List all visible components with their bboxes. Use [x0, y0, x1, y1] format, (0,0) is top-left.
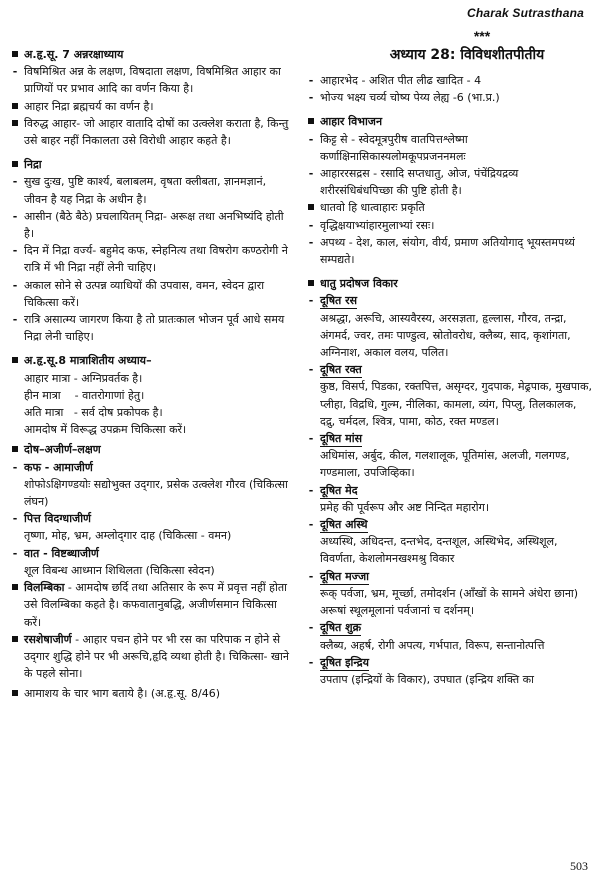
matra-line: आहार मात्रा - अग्निप्रवर्तक है। [24, 371, 143, 385]
dash-icon: - [308, 363, 314, 377]
dash-icon: - [308, 569, 314, 583]
bullet-square-icon [8, 46, 22, 63]
bullet-square-icon [8, 352, 22, 369]
chapter-title: अध्याय 28: विविधशीतपीतीय [389, 47, 545, 63]
bullet-square-icon [8, 579, 22, 596]
dash-icon: - [12, 209, 18, 223]
page-number: 503 [570, 859, 588, 873]
dash-icon: - [308, 294, 314, 308]
list-item: - अकाल सोने से उत्पन्न व्याधियों की उपवास, वमन, स्वेदन द्वारा चिकित्सा करें। [6, 277, 290, 311]
ajirna-text: शोफोऽक्षिगण्डयोः सद्योभुक्त उद्‌गार, प्रसेक उत्क्लेश गौरव (चिकित्सा लंघन) [24, 477, 288, 509]
dash-icon: - [308, 132, 314, 146]
bullet-square-icon [304, 199, 318, 216]
ajirna-type-vata: - वात - विष्टब्धाजीर्ण [6, 545, 290, 562]
dushita-mamsa: - दूषित मांस [302, 430, 592, 447]
matra-line: आमदोष में विरूद्ध उपक्रम चिकित्सा करें। [24, 423, 187, 437]
ajirna-text: तृष्णा, मोह, भ्रम, अम्लोद्‌गार दाह (चिकित्सा - वमन) [24, 529, 232, 543]
bullet-square-icon [8, 115, 22, 132]
matra-line: हीन मात्रा - वातरोगाणां हेतु। [24, 388, 145, 402]
dash-icon: - [308, 218, 314, 232]
section-heading-annaraksha: अ.हृ.सू. 7 अन्नरक्षाध्याय [6, 46, 290, 63]
list-item: - किट्ट से - स्वेदमूत्रपुरीष वातपित्तश्लेष्मा कर्णाक्षिनासिकास्यलोमकूपप्रजननमलः [302, 131, 592, 165]
ajirna-type-kapha: - कफ - आमाजीर्ण [6, 459, 290, 476]
list-item: - वृद्धिक्षयाभ्यांहारमुलाभ्यां रसः। [302, 217, 592, 234]
bullet-square-icon [304, 275, 318, 292]
dushita-asthi: - दूषित अस्थि [302, 516, 592, 533]
dushita-rasa: - दूषित रस [302, 292, 592, 309]
section-heading-nidra: निद्रा [6, 156, 290, 173]
matra-line: अति मात्रा - सर्व दोष प्रकोपक है। [24, 406, 163, 420]
bullet-square-icon [8, 441, 22, 458]
dash-icon: - [12, 460, 18, 474]
list-item: - आसीन (बैठे बैठे) प्रचलायितम् निद्रा- अरूक्ष तथा अनभिष्यंदि होती है। [6, 208, 290, 242]
dash-icon: - [12, 65, 18, 79]
dushita-text: अधिमांस, अर्बुद, कील, गलशालूक, पूतिमांस, अलजी, गलगण्ड, गण्डमाला, उपजिव्हिका। [320, 449, 570, 480]
bullet-square-icon [304, 113, 318, 130]
ajirna-text: शूल विबन्ध आध्मान शिथिलता (चिकित्सा स्वेदन) [24, 563, 215, 577]
bullet-square-icon [8, 98, 22, 115]
dash-icon: - [308, 432, 314, 446]
list-item: - आहाररसद्रस - रसादि सप्तधातु, ओज, पंचेंद्रियद्रव्य शरीरसंधिबंधपिच्छा की पुष्टि होती है। [302, 165, 592, 199]
dash-icon: - [308, 655, 314, 669]
list-item: धातवो हि धात्वाहारः प्रकृति [302, 199, 592, 216]
dushita-majja: - दूषित मज्जा [302, 568, 592, 585]
dash-icon: - [308, 621, 314, 635]
list-item: - भोज्य भक्ष्य चर्व्य चोष्य पेय्य लेह्य -6 (भा.प्र.) [302, 89, 592, 106]
dash-icon: - [308, 74, 314, 87]
dash-icon: - [12, 313, 18, 327]
dushita-shukra: - दूषित शुक्र [302, 619, 592, 636]
section-divider-stars: *** [473, 28, 491, 44]
list-item: - विषमिश्रित अन्न के लक्षण, विषदाता लक्षण, विषमिश्रित आहार का प्राणियों पर प्रभाव आदि का वर्णन किया है। [6, 63, 290, 97]
bullet-square-icon [8, 631, 22, 648]
section-heading-dhatu-vikar: धातु प्रदोषज विकार [302, 275, 592, 292]
dash-icon: - [12, 175, 18, 189]
bullet-square-icon [8, 156, 22, 173]
right-column [302, 46, 592, 688]
section-heading-ahar-vibhajan: आहार विभाजन [302, 113, 592, 130]
dushita-text: कुष्ठ, विसर्प, पिडका, रक्तपित्त, असृग्दर, गुदपाक, मेढ्रपाक, मुखपाक, प्लीहा, विद्रधि, गुल्म, नीलिका, कामला, व्यंग, पिप्लु, तिलकालक, दद्रु, चर्मदल, श्वित्र, पामा, कोठ, रक्त मण्डल। [320, 380, 592, 428]
left-column [6, 46, 290, 703]
ajirna-type-rasashesha: रसशेषाजीर्ण - आहार पचन होने पर भी रस का परिपाक न होने से उद्‌गार शुद्धि होने पर भी अरूचि,हृदि व्यथा होती है। चिकित्सा- खाने के पहले सोना। [6, 631, 290, 683]
list-item: आहार निद्रा ब्रह्मचर्य का वर्णन है। [6, 98, 290, 115]
dash-icon: - [12, 278, 18, 292]
list-item: - दिन में निद्रा वर्ज्य- बहुमेद कफ, स्नेहनित्य तथा विषरोग कण्ठरोगी ने रात्रि में भी निद्रा नहीं लेनी चाहिए। [6, 242, 290, 276]
dushita-text: प्रमेह की पूर्वरूप और अष्ट निन्दित महारोग। [320, 500, 489, 514]
list-item: - सुख दुःख, पुष्टि कार्श्य, बलाबलम, वृषता क्लीबता, ज्ञानमज्ञानं, जीवन है यह निद्रा के अधीन है। [6, 173, 290, 207]
section-heading-matrashitiya: अ.हृ.सू.8 मात्राशितीय अध्याय– [6, 352, 290, 369]
section-heading-ajirna: दोष–अजीर्ण–लक्षण [6, 441, 290, 458]
list-item: - अपथ्य - देश, काल, संयोग, वीर्य, प्रमाण अतियोगाद् भूयस्तमपथ्यं सम्पद्यते। [302, 234, 592, 268]
running-header-title: Charak Sutrasthana [467, 6, 584, 20]
dash-icon: - [308, 91, 314, 105]
dushita-indriya: - दूषित इन्द्रिय [302, 654, 592, 671]
ajirna-type-pitta: - पित्त विदग्धाजीर्ण [6, 510, 290, 527]
dushita-text: क्लैब्य, अहर्ष, रोगी अपत्य, गर्भपात, विरूप, सन्तानोत्पत्ति [320, 638, 545, 652]
list-item: विरुद्ध आहार- जो आहार वातादि दोषों का उत्क्लेश कराता है, किन्तु उसे बाहर नहीं निकालता उसे विरोधी आहार कहते है। [6, 115, 290, 149]
dash-icon: - [12, 512, 18, 526]
dushita-text: उपताप (इन्द्रियों के विकार), उपघात (इन्द्रिय शक्ति का [320, 672, 534, 686]
dushita-meda: - दूषित मेद [302, 482, 592, 499]
ajirna-type-vilambika: विलम्बिका - आमदोष छर्दि तथा अतिसार के रूप में प्रवृत्त नहीं होता उसे विलम्बिका कहते है। कफवातानुबद्धि, अजीर्णसमान चिकित्सा करें। [6, 579, 290, 631]
dash-icon: - [12, 546, 18, 560]
dushita-text: अश्रद्धा, अरूचि, आस्यवैरस्य, अरसज्ञता, हृल्लास, गौरव, तन्द्रा, अंगमर्द, ज्वर, तमः पाण्डुत्व, स्रोतोवरोध, क्लैब्य, साद, कृशांगता, अग्निनाश, अकाल वलय, पलित। [320, 311, 571, 360]
dushita-text: अध्यस्थि, अधिदन्त, दन्तभेद, दन्तशूल, अस्थिभेद, अस्थिशूल, विवर्णता, केशलोमनखश्मश्रु विकार [320, 535, 558, 566]
list-item: - रात्रि असात्म्य जागरण किया है तो प्रातःकाल भोजन पूर्व आधे समय निद्रा लेनी चाहिए। [6, 311, 290, 345]
list-item: - आहारभेद - अशित पीत लीढ खादित - 4 [302, 72, 592, 89]
dash-icon: - [308, 167, 314, 181]
dash-icon: - [12, 244, 18, 258]
dash-icon: - [308, 235, 314, 249]
list-item: आमाशय के चार भाग बताये है। (अ.हृ.सू. 8/46) [6, 685, 290, 702]
dash-icon: - [308, 518, 314, 532]
dushita-rakta: - दूषित रक्त [302, 361, 592, 378]
dash-icon: - [308, 483, 314, 497]
dushita-text: रूक् पर्वजा, भ्रम, मूर्च्छा, तमोदर्शन (आँखों के सामने अंधेरा छाना) अरूषां स्थूलमूलानां पर्वजानां च दर्शनम्। [320, 586, 579, 618]
bullet-square-icon [8, 685, 22, 702]
